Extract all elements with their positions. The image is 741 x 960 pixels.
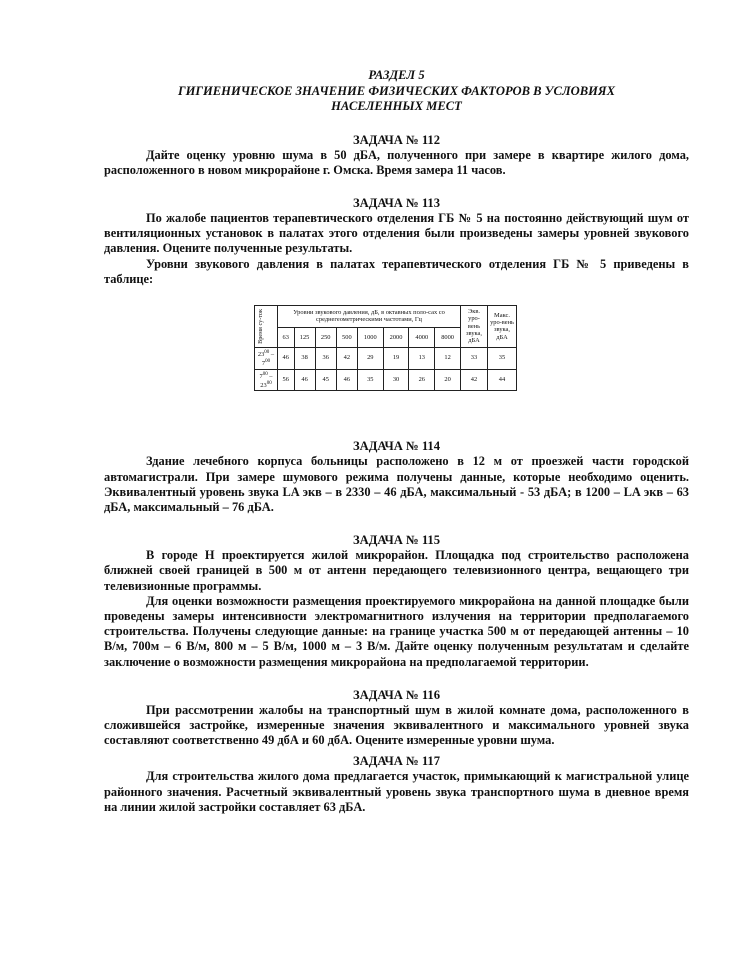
table-cell: 12 (435, 347, 461, 369)
freq-header: 250 (315, 327, 336, 347)
table-cell: 30 (383, 369, 409, 391)
table-cell: 46 (294, 369, 315, 391)
task-115-paragraph-1: В городе Н проектируется жилой микрорайон. Площадка под строительство расположена ближней своей границей в 500 м от антенн передающего телевизионного центра, вещающего три телевизионные программы. (104, 548, 689, 593)
task-116-title: ЗАДАЧА № 116 (352, 687, 441, 702)
table-cell: 35 (357, 369, 383, 391)
table-cell: 38 (294, 347, 315, 369)
section-subtitle-line2: НАСЕЛЕННЫХ МЕСТ (331, 99, 462, 113)
task-117-paragraph: Для строительства жилого дома предлагается участок, примыкающий к магистральной улице районного значения. Расчетный эквивалентный уровень звука транспортного шума в дневное время на линии жилой застройки составляет 63 дБА. (104, 769, 689, 814)
task-114-paragraph: Здание лечебного корпуса больницы расположено в 12 м от проезжей части городской автомагистрали. При замере шумового режима получены данные, которые необходимо оценить. Эквивалентный уровень звука LA экв – в 2330 – 46 дБА, максимальный - 53 дБА; в 1200 – LA экв – 63 дБА, максимальный – 76 дБА. (104, 454, 689, 514)
freq-header: 2000 (383, 327, 409, 347)
task-114-title: ЗАДАЧА № 114 (352, 439, 441, 454)
time-header: Время су-ток (257, 308, 264, 344)
task-115-paragraph-2: Для оценки возможности размещения проектируемого микрорайона на данной площадке были проведены замеры интенсивности электромагнитного излучения на территории предполагаемого строительства. Получены следующие данные: на границе участка 500 м от передающей антенны – 10 В/м, 700м – 6 В/м, 800 м – 5 В/м, 1000 м – 3 В/м. Дайте оценку полученным результатам и сделайте заключение о возможности размещения микрорайона на предполагаемой территории. (104, 593, 689, 669)
table-cell: 56 (278, 369, 295, 391)
time-cell: $7^{00}$ – $23^{00}$ (255, 369, 278, 391)
table-cell: 20 (435, 369, 461, 391)
freq-header: 8000 (435, 327, 461, 347)
table-row (255, 347, 517, 369)
freq-header: 63 (278, 327, 295, 347)
table-cell: 35 (488, 347, 517, 369)
freq-header: 500 (336, 327, 357, 347)
task-115-title: ЗАДАЧА № 115 (352, 533, 441, 548)
task-113-paragraph-2: Уровни звукового давления в палатах терапевтического отделения ГБ № 5 приведены в таблице: (104, 256, 689, 286)
table-cell: 46 (278, 347, 295, 369)
task-113-paragraph-1: По жалобе пациентов терапевтического отделения ГБ № 5 на постоянно действующий шум от вентиляционных установок в палатах этого отделения были произведены замеры уровней звукового давления. Оцените полученные результаты. (104, 210, 689, 256)
section-subtitle-line1: ГИГИЕНИЧЕСКОЕ ЗНАЧЕНИЕ ФИЗИЧЕСКИХ ФАКТОРОВ В УСЛОВИЯХ (177, 83, 616, 98)
freq-header: 1000 (357, 327, 383, 347)
table-cell: 26 (409, 369, 435, 391)
table-cell: 45 (315, 369, 336, 391)
task-113-title: ЗАДАЧА № 113 (352, 195, 441, 210)
noise-levels-table (254, 305, 517, 391)
table-cell: 33 (461, 347, 488, 369)
freq-header: 4000 (409, 327, 435, 347)
table-cell: 36 (315, 347, 336, 369)
table-cell: 13 (409, 347, 435, 369)
freq-header: 125 (294, 327, 315, 347)
table-cell: 29 (357, 347, 383, 369)
max-level-header: Макс. уро-вень звука, дБА (488, 305, 517, 347)
table-cell: 44 (488, 369, 517, 391)
time-cell: $23^{00}$ – $7^{00}$ (255, 347, 278, 369)
task-117-title: ЗАДАЧА № 117 (352, 754, 441, 769)
table-cell: 46 (336, 369, 357, 391)
section-title: РАЗДЕЛ 5 (368, 68, 425, 82)
eq-level-header: Экв. уро-вень звука, дБА (461, 305, 488, 347)
time-header-cell (255, 305, 278, 347)
table-cell: 19 (383, 347, 409, 369)
task-112-title: ЗАДАЧА № 112 (352, 132, 441, 147)
task-116-paragraph: При рассмотрении жалобы на транспортный шум в жилой комнате дома, расположенного в сложившейся застройке, измеренные значения эквивалентного и максимального уровней звука составляют соответственно 49 дбА и 60 дбА. Оцените измеренные уровни шума. (104, 702, 689, 748)
table-row (255, 369, 517, 391)
table-cell: 42 (461, 369, 488, 391)
task-112-paragraph: Дайте оценку уровню шума в 50 дБА, полученного при замере в квартире жилого дома, расположенного в новом микрорайоне г. Омска. Время замера 11 часов. (104, 147, 689, 177)
group-header: Уровни звукового давления, дБ, в октавных поло-сах со среднегеометрическими частотами, Гц (278, 305, 461, 327)
table-cell: 42 (336, 347, 357, 369)
document-page (104, 68, 689, 815)
